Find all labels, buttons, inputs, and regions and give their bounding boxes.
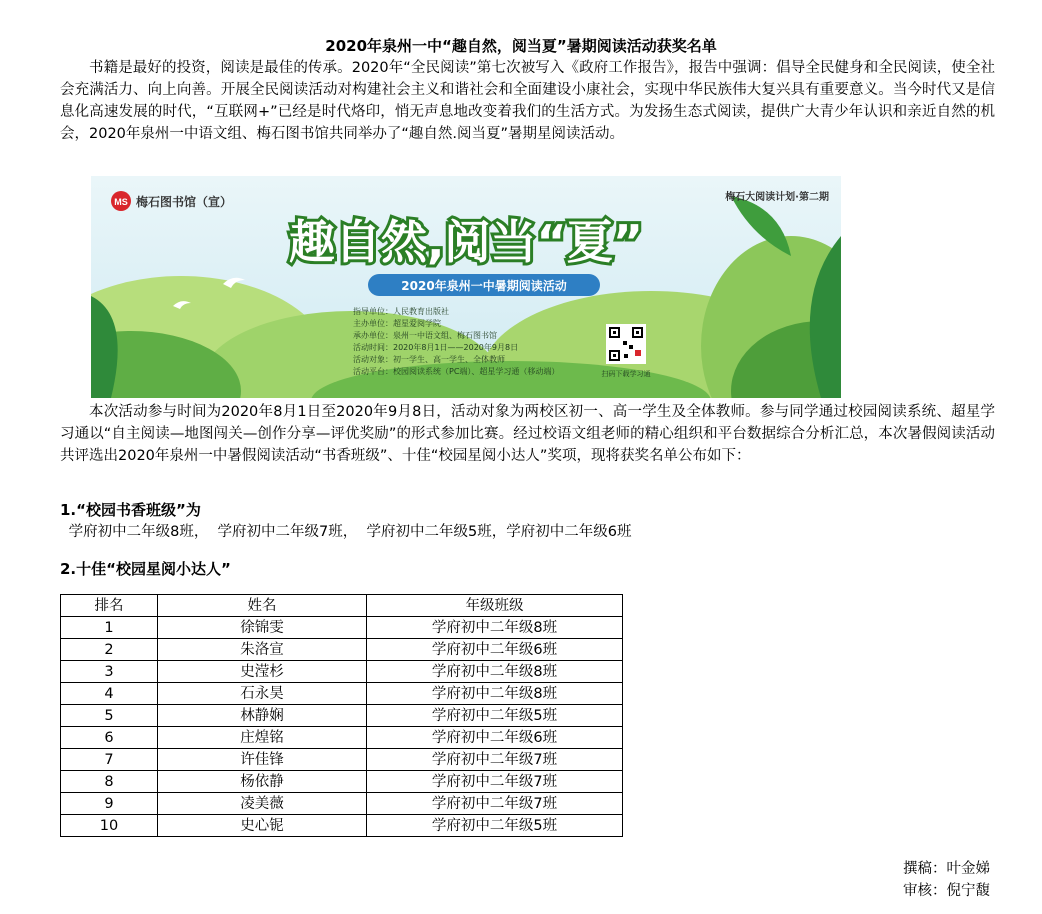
rank-cell: 10 [61, 815, 158, 837]
rank-cell: 5 [61, 705, 158, 727]
class-cell: 学府初中二年级7班 [367, 793, 623, 815]
rank-cell: 6 [61, 727, 158, 749]
class-cell: 学府初中二年级6班 [367, 727, 623, 749]
library-name: 梅石图书馆（宣） [136, 195, 233, 209]
rank-cell: 3 [61, 661, 158, 683]
name-cell: 杨依静 [158, 771, 367, 793]
name-cell: 石永昊 [158, 683, 367, 705]
class-cell: 学府初中二年级7班 [367, 749, 623, 771]
header-rank: 排名 [61, 595, 158, 617]
class-cell: 学府初中二年级8班 [367, 617, 623, 639]
class-cell: 学府初中二年级8班 [367, 661, 623, 683]
table-row [61, 815, 623, 837]
rank-cell: 8 [61, 771, 158, 793]
banner-subtitle: 2020年泉州一中暑期阅读活动 [401, 279, 567, 293]
name-cell: 徐锦雯 [158, 617, 367, 639]
banner-headline: 趣自然,阅当“夏” [289, 215, 643, 269]
class-cell: 学府初中二年级8班 [367, 683, 623, 705]
header-name: 姓名 [158, 595, 367, 617]
header-class: 年级班级 [367, 595, 623, 617]
intro-paragraph: 书籍是最好的投资，阅读是最佳的传承。2020年“全民阅读”第七次被写入《政府工作报告》，报告中强调：倡导全民健身和全民阅读，使全社会充满活力、向上向善。开展全民阅读活动对构建社会主义和谐社会和全面建设小康社会，实现中华民族伟大复兴具有重要意义。当今时代又是信息化高速发展的时代，“互联网+”已经是时代烙印，悄无声息地改变着我们的生活方式。为发扬生态式阅读，提供广大青少年认识和亲近自然的机会，2020年泉州一中语文组、梅石图书馆共同举办了“趣自然.阅当夏”暑期星阅读活动。 [60, 60, 995, 142]
rank-cell: 9 [61, 793, 158, 815]
banner-graphic [91, 176, 841, 398]
table-row [61, 617, 623, 639]
name-cell: 林静娴 [158, 705, 367, 727]
banner-info-line: 指导单位：人民教育出版社 [353, 307, 449, 316]
author-credit: 撰稿：叶金娣 [903, 861, 990, 877]
rank-cell: 7 [61, 749, 158, 771]
rank-cell: 1 [61, 617, 158, 639]
name-cell: 史滢杉 [158, 661, 367, 683]
table-row [61, 705, 623, 727]
table-row [61, 661, 623, 683]
banner-info-line: 活动对象：初一学生、高一学生、全体教师 [353, 355, 505, 364]
reading-plan-label: 梅石大阅读计划·第二期 [725, 192, 829, 203]
section-heading-classes: 1.“校园书香班级”为 [60, 501, 201, 519]
rank-cell: 2 [61, 639, 158, 661]
winning-classes: 学府初中二年级8班， 学府初中二年级7班， 学府初中二年级5班，学府初中二年级6班 [64, 524, 632, 540]
class-cell: 学府初中二年级7班 [367, 771, 623, 793]
rank-cell: 4 [61, 683, 158, 705]
banner-info-line: 承办单位：泉州一中语文组、梅石图书馆 [353, 331, 497, 340]
library-logo-mark: MS [114, 197, 128, 207]
awards-table [60, 594, 623, 837]
class-cell: 学府初中二年级5班 [367, 705, 623, 727]
table-row [61, 683, 623, 705]
banner-info-line: 主办单位：超星爱阅学院 [353, 319, 441, 328]
name-cell: 许佳锋 [158, 749, 367, 771]
table-row [61, 727, 623, 749]
detail-paragraph: 本次活动参与时间为2020年8月1日至2020年9月8日，活动对象为两校区初一、高一学生及全体教师。参与同学通过校园阅读系统、超星学习通以“自主阅读—地图闯关—创作分享—评优奖励”的形式参加比赛。经过校语文组老师的精心组织和平台数据综合分析汇总，本次暑假阅读活动共评选出2020年泉州一中暑假阅读活动“书香班级”、十佳“校园星阅小达人”奖项，现将获奖名单公布如下： [60, 404, 995, 464]
table-row [61, 639, 623, 661]
page-title: 2020年泉州一中“趣自然，阅当夏”暑期阅读活动获奖名单 [325, 37, 717, 55]
qr-code-icon [606, 324, 646, 364]
table-row [61, 771, 623, 793]
reviewer-credit: 审核：倪宁馥 [903, 883, 990, 899]
qr-caption: 扫码下载学习通 [601, 370, 651, 378]
banner-info-line: 活动时间：2020年8月1日——2020年9月8日 [353, 343, 519, 352]
banner-info-line: 活动平台：校园阅读系统（PC端）、超星学习通（移动端） [353, 367, 560, 376]
name-cell: 史心铌 [158, 815, 367, 837]
table-row [61, 749, 623, 771]
name-cell: 朱洛宣 [158, 639, 367, 661]
name-cell: 凌美薇 [158, 793, 367, 815]
name-cell: 庄煌铭 [158, 727, 367, 749]
table-row [61, 793, 623, 815]
event-banner [91, 176, 841, 398]
class-cell: 学府初中二年级6班 [367, 639, 623, 661]
class-cell: 学府初中二年级5班 [367, 815, 623, 837]
table-header-row [61, 595, 623, 617]
section-heading-readers: 2.十佳“校园星阅小达人” [60, 560, 231, 578]
